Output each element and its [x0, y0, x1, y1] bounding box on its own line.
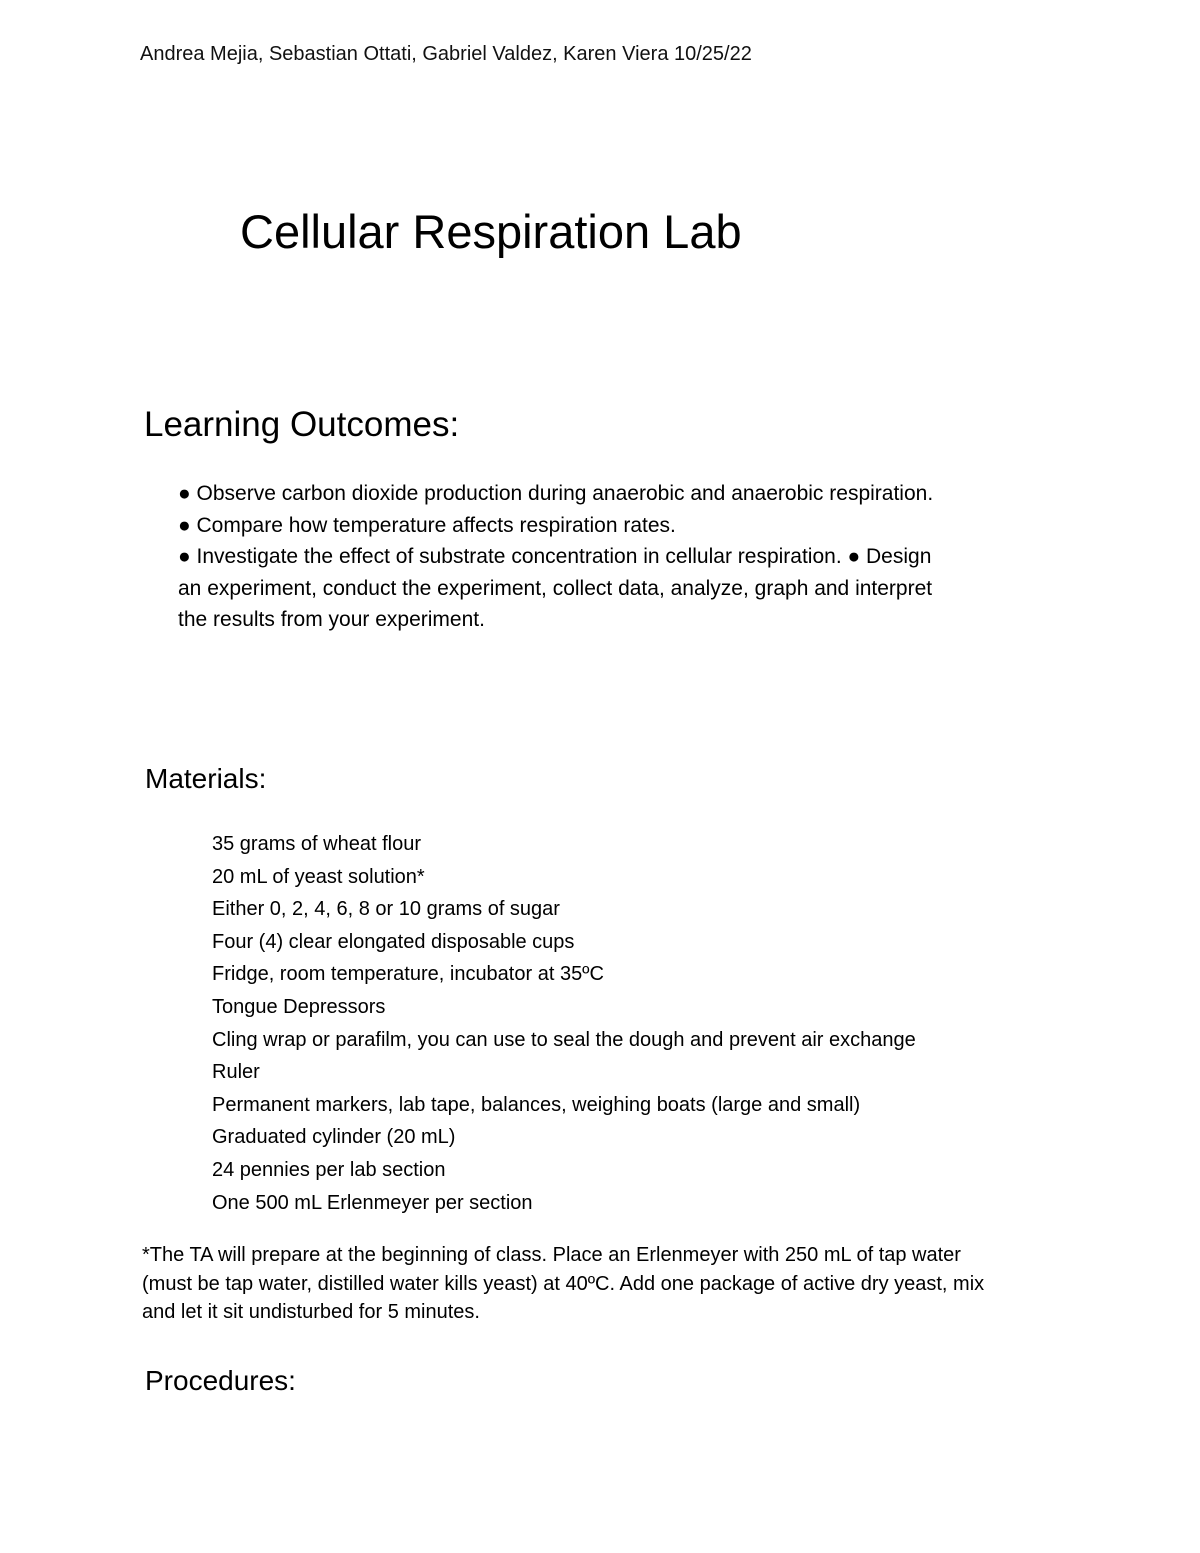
outcome-line: ● Compare how temperature affects respiration rates. — [178, 513, 676, 537]
list-item: Tongue Depressors — [212, 995, 386, 1018]
note-line: *The TA will prepare at the beginning of class. Place an Erlenmeyer with 250 mL of tap water — [142, 1244, 961, 1266]
yeast-preparation-note — [142, 1241, 1062, 1327]
page-title: Cellular Respiration Lab — [240, 205, 742, 258]
list-item: 24 pennies per lab section — [212, 1158, 446, 1181]
materials-heading: Materials: — [145, 763, 267, 794]
list-item: 20 mL of yeast solution* — [212, 865, 425, 888]
materials-list — [212, 828, 916, 1219]
list-item: Graduated cylinder (20 mL) — [212, 1126, 456, 1149]
list-item: Four (4) clear elongated disposable cups — [212, 930, 575, 953]
list-item: Either 0, 2, 4, 6, 8 or 10 grams of sugar — [212, 898, 560, 921]
outcome-line: ● Observe carbon dioxide production during anaerobic and anaerobic respiration. — [178, 482, 934, 505]
list-item: One 500 mL Erlenmeyer per section — [212, 1191, 533, 1214]
procedures-heading: Procedures: — [145, 1365, 296, 1396]
list-item: Permanent markers, lab tape, balances, weighing boats (large and small) — [212, 1093, 861, 1116]
list-item: 35 grams of wheat flour — [212, 833, 421, 855]
author-line: Andrea Mejia, Sebastian Ottati, Gabriel Valdez, Karen Viera 10/25/22 — [140, 43, 752, 65]
learning-outcomes-heading: Learning Outcomes: — [144, 405, 460, 444]
outcome-line: the results from your experiment. — [178, 608, 485, 631]
list-item: Cling wrap or parafilm, you can use to seal the dough and prevent air exchange — [212, 1028, 916, 1051]
note-line: (must be tap water, distilled water kills yeast) at 40ºC. Add one package of active dry yeast, mix — [142, 1272, 985, 1295]
outcome-line: ● Investigate the effect of substrate concentration in cellular respiration. ● Design — [178, 545, 932, 568]
list-item: Ruler — [212, 1061, 260, 1084]
learning-outcomes-list — [178, 478, 1058, 636]
list-item: Fridge, room temperature, incubator at 35ºC — [212, 963, 604, 986]
outcome-line: an experiment, conduct the experiment, collect data, analyze, graph and interpret — [178, 576, 933, 600]
note-line: and let it sit undisturbed for 5 minutes. — [142, 1301, 480, 1323]
